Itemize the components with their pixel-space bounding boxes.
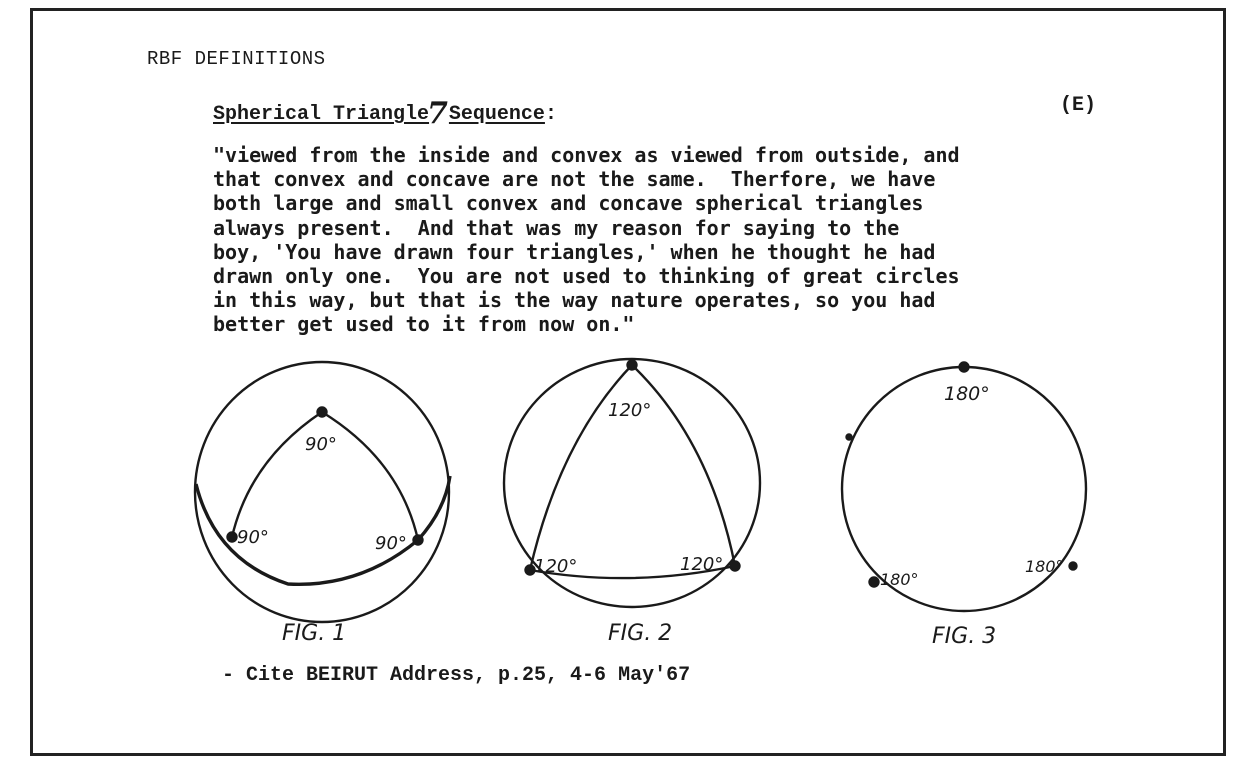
fig2-arc-left — [530, 365, 632, 570]
heading-part-2: Sequence — [448, 103, 545, 126]
section-code: (E) — [1060, 94, 1097, 117]
fig1-vertex-top — [318, 408, 327, 417]
figure-1 — [195, 362, 450, 622]
fig3-angle-top: 180° — [944, 383, 990, 405]
fig2-caption: FIG. 2 — [608, 621, 673, 646]
fig1-vertex-right — [414, 536, 423, 545]
fig1-arc-left — [232, 412, 322, 537]
fig3-caption: FIG. 3 — [932, 624, 997, 649]
fig2-arc-right — [632, 365, 735, 566]
fig1-angle-right: 90° — [375, 533, 407, 554]
fig1-arc-right — [322, 412, 418, 540]
quote-line: that convex and concave are not the same. Therfore, we have — [213, 167, 936, 192]
fig2-angle-top: 120° — [608, 400, 652, 421]
fig3-vertex-top — [960, 363, 969, 372]
fig1-angle-left: 90° — [237, 527, 269, 548]
citation: - Cite BEIRUT Address, p.25, 4-6 May'67 — [222, 664, 691, 687]
heading-part-1: Spherical Triangle — [213, 103, 430, 126]
quote-line: "viewed from the inside and convex as viewed from outside, and — [213, 143, 960, 167]
fig3-vertex-right — [1070, 563, 1077, 570]
fig3-vertex-left — [870, 578, 879, 587]
section-label: RBF DEFINITIONS — [147, 48, 326, 70]
fig3-mark-left — [847, 435, 852, 440]
heading-colon: : — [544, 103, 557, 126]
quote-line: drawn only one. You are not used to thinking of great circles — [213, 264, 960, 289]
quote-line: boy, 'You have drawn four triangles,' when he thought he had — [213, 239, 936, 264]
fig1-vertex-left — [228, 533, 237, 542]
fig2-angle-left: 120° — [534, 556, 578, 577]
fig2-vertex-right — [731, 562, 740, 571]
quote-line: always present. And that was my reason for saying to the — [213, 215, 900, 240]
fig1-caption: FIG. 1 — [282, 621, 347, 646]
fig3-angle-left: 180° — [880, 570, 919, 589]
fig2-angle-right: 120° — [680, 554, 724, 575]
fig3-angle-right: 180° — [1025, 557, 1064, 576]
quote-line: in this way, but that is the way nature operates, so you had — [213, 288, 936, 313]
handwritten-insert-mark: 7 — [427, 96, 448, 131]
quote-line: better get used to it from now on." — [213, 312, 635, 337]
quote-line: both large and small convex and concave spherical triangles — [213, 191, 924, 216]
fig1-angle-top: 90° — [305, 434, 337, 455]
fig2-vertex-top — [628, 361, 637, 370]
